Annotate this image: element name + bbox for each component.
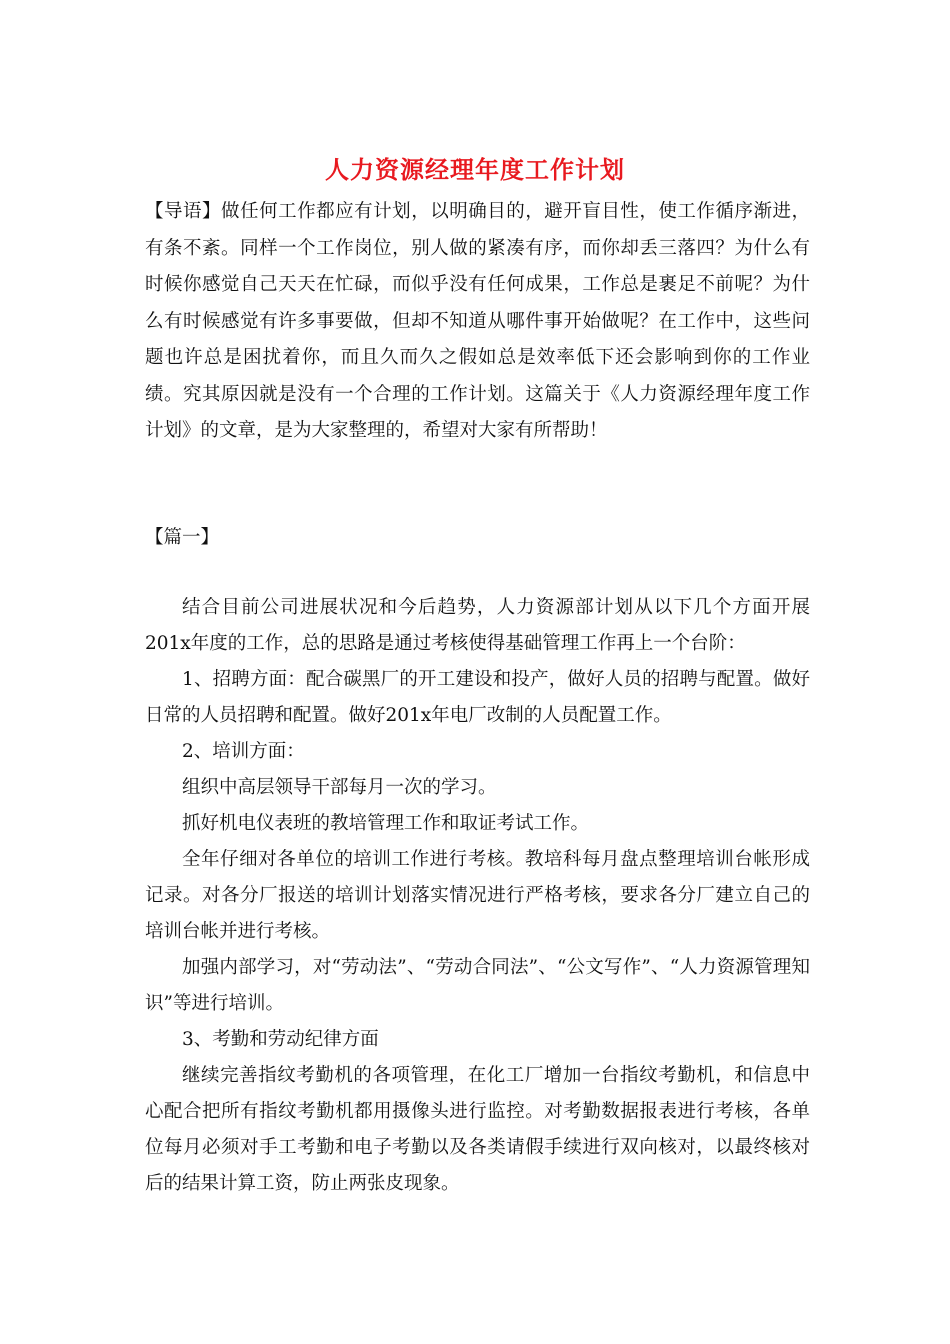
- body-paragraph: 继续完善指纹考勤机的各项管理，在化工厂增加一台指纹考勤机，和信息中心配合把所有指纹考勤机都用摄像头进行监控。对考勤数据报表进行考核，各单位每月必须对手工考勤和电子考勤以及各类请假手续进行双向核对，以最终核对后的结果计算工资，防止两张皮现象。: [145, 1065, 810, 1194]
- body-paragraph: 抓好机电仪表班的教培管理工作和取证考试工作。: [182, 813, 590, 834]
- body-paragraph: 3、考勤和劳动纪律方面: [182, 1029, 379, 1050]
- body-paragraph: 1、招聘方面：配合碳黑厂的开工建设和投产，做好人员的招聘与配置。做好日常的人员招聘和配置。做好201x年电厂改制的人员配置工作。: [145, 669, 810, 726]
- section-heading: 【篇一】: [145, 527, 220, 548]
- body-paragraph: 全年仔细对各单位的培训工作进行考核。教培科每月盘点整理培训台帐形成记录。对各分厂报送的培训计划落实情况进行严格考核，要求各分厂建立自己的培训台帐并进行考核。: [145, 849, 810, 942]
- body-paragraph: 2、培训方面：: [182, 741, 305, 762]
- document-body: [145, 590, 810, 1202]
- intro-paragraph: 【导语】做任何工作都应有计划，以明确目的，避开盲目性，使工作循序渐进，有条不紊。同样一个工作岗位，别人做的紧凑有序，而你却丢三落四？为什么有时候你感觉自己天天在忙碌，而似乎没有任何成果，工作总是裹足不前呢？为什么有时候感觉有许多事要做，但却不知道从哪件事开始做呢？在工作中，这些问题也许总是困扰着你，而且久而久之假如总是效率低下还会影响到你的工作业绩。究其原因就是没有一个合理的工作计划。这篇关于《人力资源经理年度工作计划》的文章，是为大家整理的，希望对大家有所帮助！: [145, 201, 810, 441]
- body-paragraph: 结合目前公司进展状况和今后趋势，人力资源部计划从以下几个方面开展201x年度的工作，总的思路是通过考核使得基础管理工作再上一个台阶：: [145, 597, 810, 654]
- body-paragraph: 加强内部学习，对“劳动法”、“劳动合同法”、“公文写作”、“人力资源管理知识”等进行培训。: [145, 957, 810, 1014]
- body-paragraph: 组织中高层领导干部每月一次的学习。: [182, 777, 497, 798]
- document-title: 人力资源经理年度工作计划: [325, 155, 625, 184]
